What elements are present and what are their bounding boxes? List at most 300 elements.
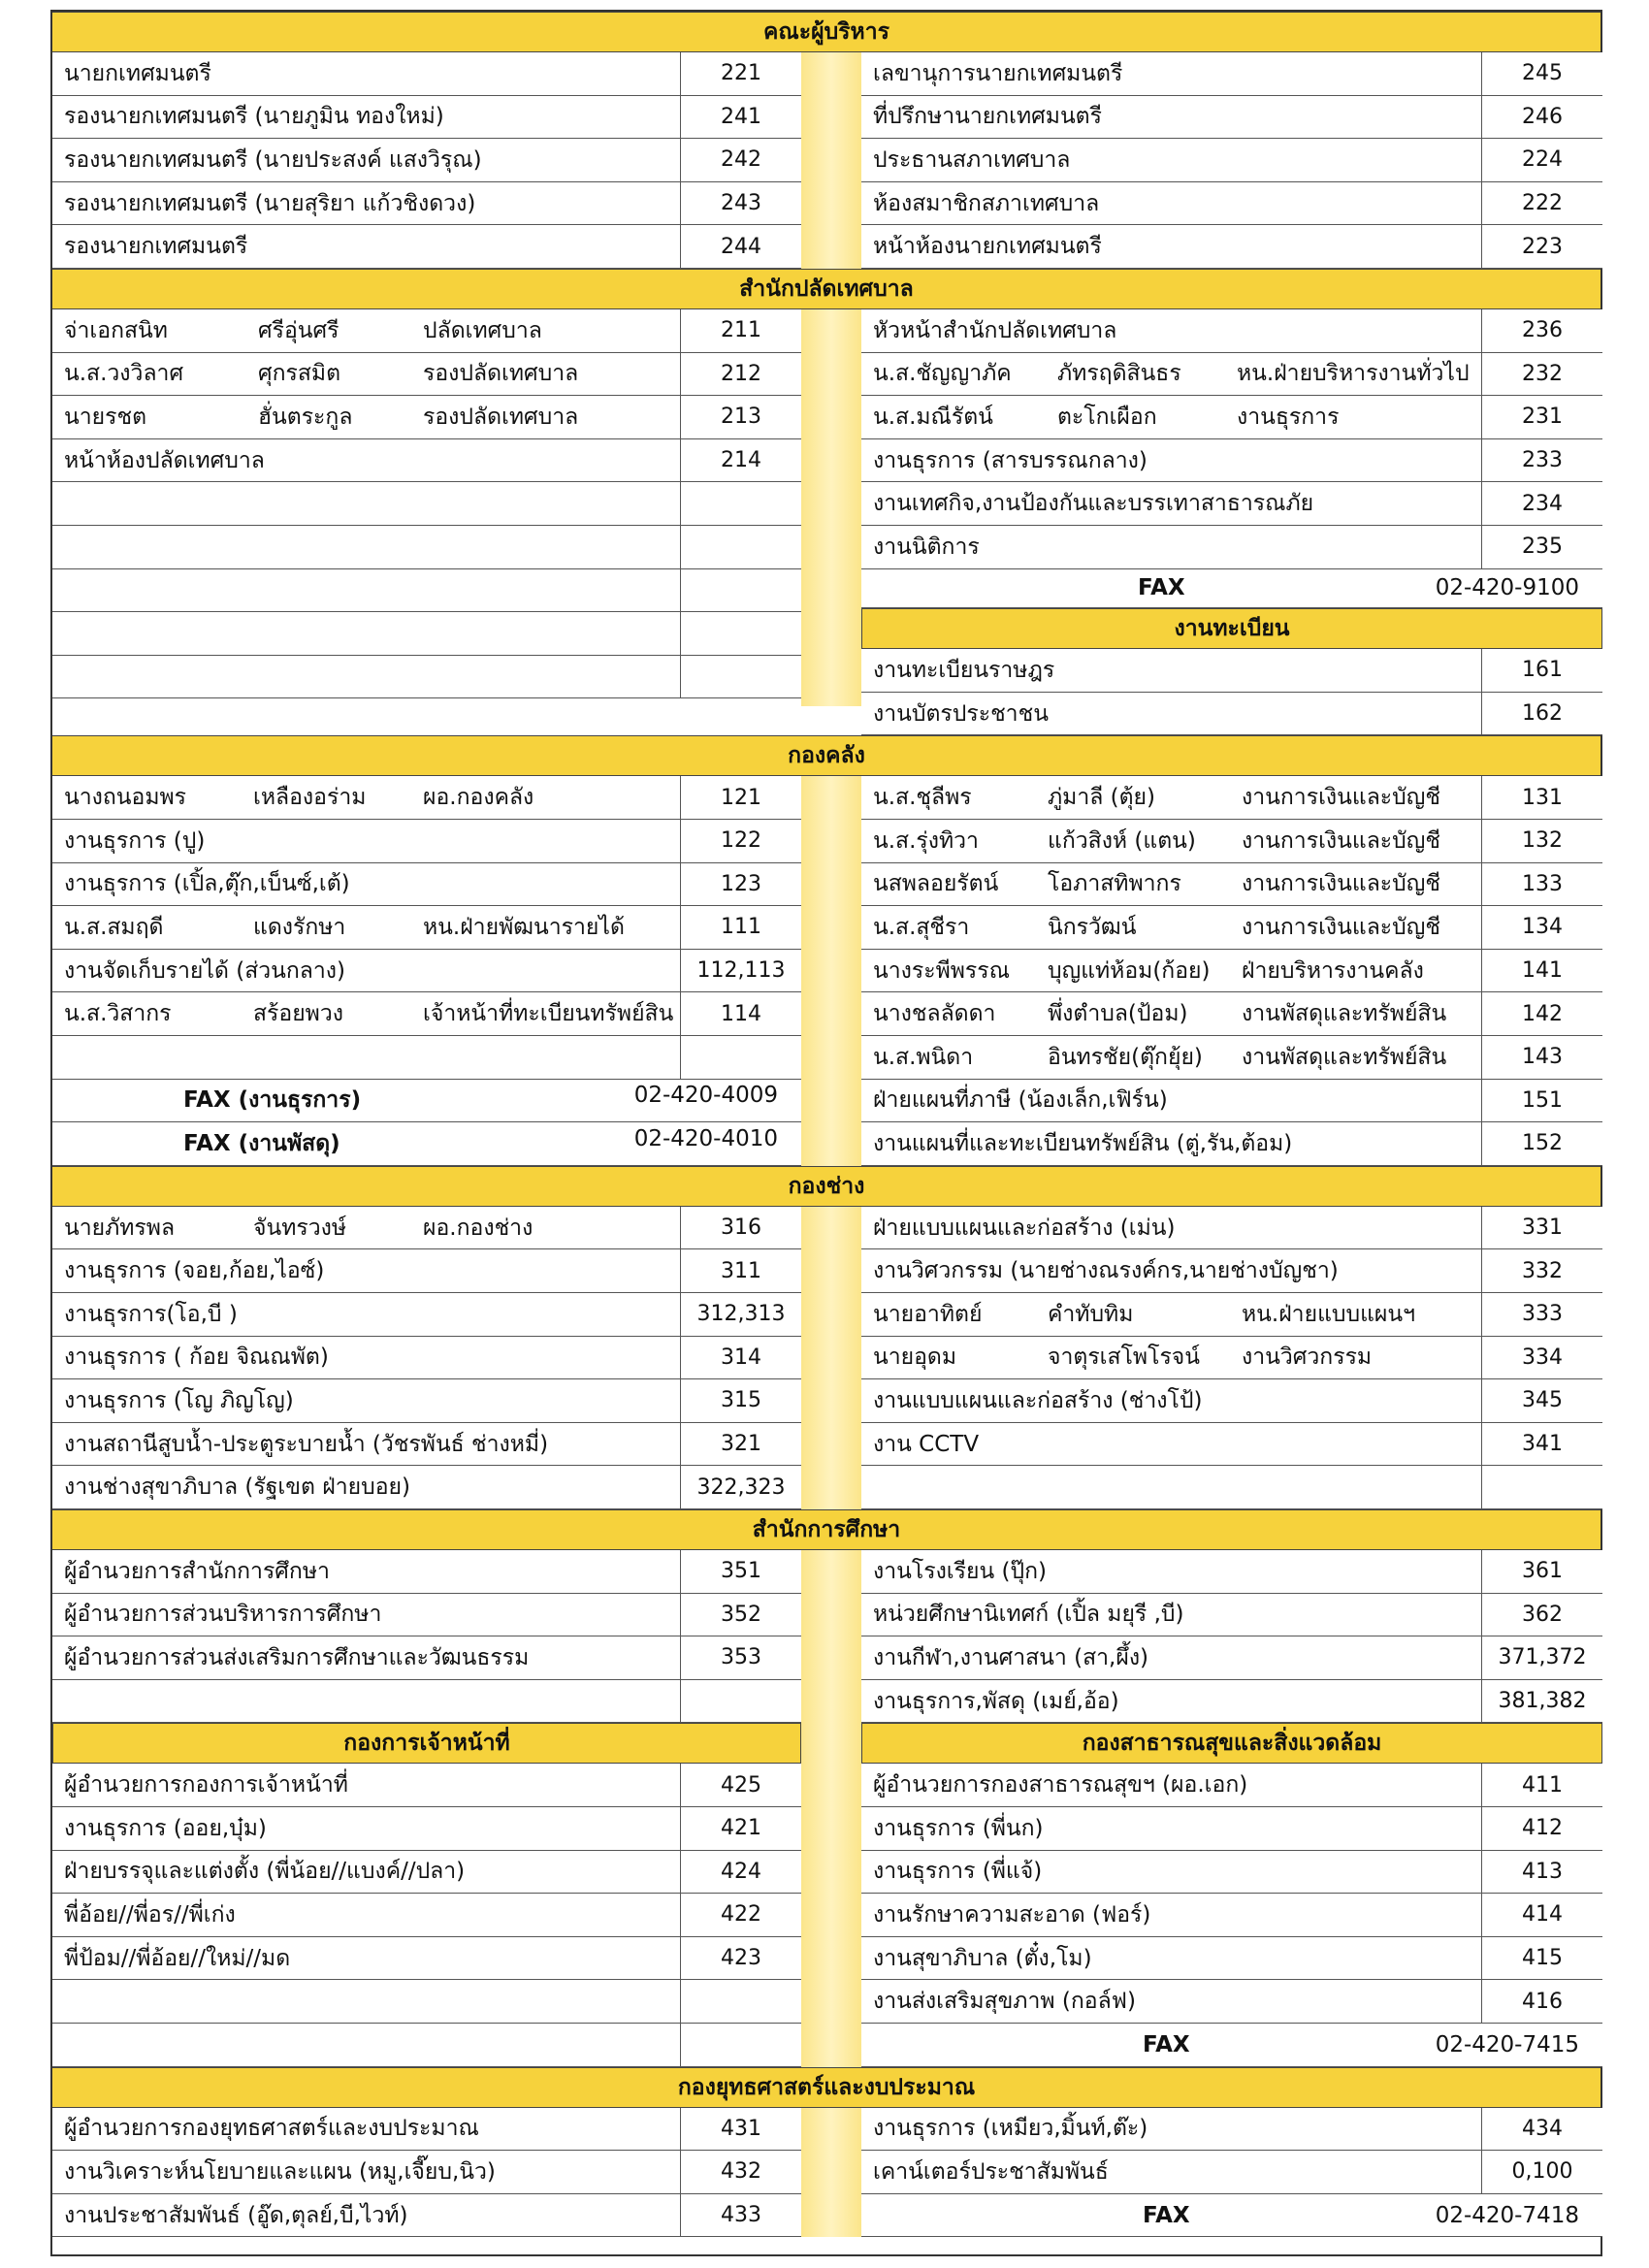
entry-name: [861, 486, 1481, 521]
directory-row: [861, 139, 1602, 182]
entry-name: [861, 2155, 1481, 2189]
entry-name: [52, 1767, 680, 1802]
entry-label: งานธุรการ (พี่แจ้): [873, 1859, 1043, 1885]
section-header-executives: คณะผู้บริหาร: [52, 12, 1600, 52]
position: ผอ.กองคลัง: [423, 785, 534, 811]
fax-label: FAX (งานพัสดุ): [183, 1130, 340, 1156]
directory-row: [52, 439, 801, 483]
extension-number: 413: [1481, 1851, 1602, 1894]
entry-name: [861, 1854, 1481, 1889]
entry-label: หน่วยศึกษานิเทศก์ (เปิ้ล มยุรี ,บี): [873, 1602, 1184, 1628]
extension-number: 432: [680, 2151, 801, 2193]
entry-name: [861, 1040, 1481, 1075]
extension-number: 332: [1481, 1249, 1602, 1292]
entry-label: ผู้อำนวยการส่วนส่งเสริมการศึกษาและวัฒนธรรม: [64, 1644, 530, 1670]
directory-row: [861, 1293, 1602, 1337]
entry-label: เคาน์เตอร์ประชาสัมพันธ์: [873, 2158, 1109, 2185]
surname: สร้อยพวง: [253, 1001, 343, 1027]
entry-name: [52, 1383, 680, 1418]
position: หน.ฝ่ายแบบแผนฯ: [1242, 1301, 1416, 1327]
person-name: นายภัทรพล: [64, 1215, 176, 1241]
surname: เหลืองอร่าม: [253, 785, 367, 811]
entry-name: [861, 1767, 1481, 1802]
extension-number: [680, 1680, 801, 1723]
surname: คำทับทิม: [1048, 1301, 1134, 1327]
surname: อินทรชัย(ตุ๊กยุ้ย): [1048, 1044, 1203, 1070]
person-name: หน้าห้องปลัดเทศบาล: [64, 447, 265, 473]
surname: [1048, 1211, 1242, 1246]
fax-number: 02-420-7415: [1435, 2031, 1579, 2057]
extension-number: 421: [680, 1807, 801, 1850]
extension-number: 143: [1481, 1036, 1602, 1079]
extension-number: 121: [680, 776, 801, 819]
extension-number: 211: [680, 309, 801, 352]
surname: [253, 1470, 423, 1505]
directory-row: [861, 1036, 1602, 1080]
position: งานพัสดุและทรัพย์สิน: [1242, 1044, 1447, 1070]
extension-number: [680, 569, 801, 612]
directory-row: [861, 396, 1602, 439]
person-name: น.ส.สุชีรา: [873, 914, 970, 940]
entry-name: [861, 530, 1481, 565]
entry-name: [861, 1383, 1481, 1418]
extension-number: 353: [680, 1636, 801, 1679]
entry-label: ผู้อำนวยการกองยุทธศาสตร์และงบประมาณ: [64, 2116, 479, 2142]
column-gap: [801, 1207, 861, 1509]
directory-row: [52, 52, 801, 96]
person-name: น.ส.สมฤดี: [64, 914, 164, 940]
extension-number: 362: [1481, 1594, 1602, 1636]
fax-row: [861, 2024, 1602, 2067]
entry-name: [52, 1640, 680, 1675]
extension-number: 414: [1481, 1894, 1602, 1936]
extension-number: 214: [680, 439, 801, 482]
person-name: งานธุรการ (สารบรรณกลาง): [873, 447, 1148, 473]
directory-row: [52, 225, 801, 269]
fax-number: 02-420-4010: [633, 1125, 778, 1151]
entry-name: [861, 1684, 1481, 1719]
entry-name: [861, 1941, 1481, 1976]
surname: [1048, 1427, 1242, 1462]
extension-number: 122: [680, 820, 801, 862]
section-header-education: สำนักการศึกษา: [52, 1509, 1600, 1550]
extension-number: 425: [680, 1764, 801, 1806]
position: ผอ.กองช่าง: [423, 1215, 534, 1241]
extension-number: 223: [1481, 225, 1602, 268]
position: ปลัดเทศบาล: [423, 317, 542, 343]
person-name: นางชลลัดดา: [873, 1001, 996, 1027]
extension-number: 423: [680, 1937, 801, 1980]
entry-label: งานสุขาภิบาล (ตั๋ง,โม): [873, 1945, 1092, 1971]
directory-row: [861, 1379, 1602, 1423]
directory-row: [52, 2024, 801, 2067]
directory-row: [52, 1379, 801, 1423]
extension-number: [680, 1036, 801, 1079]
entry-name: [861, 653, 1481, 688]
fax-label: FAX: [1143, 2202, 1190, 2228]
entry-name: [861, 1340, 1481, 1375]
surname: ภู่มาลี (ตุ้ย): [1048, 785, 1156, 811]
entry-name: [52, 1811, 680, 1846]
fax-label: FAX: [1138, 575, 1185, 601]
fax-row: [52, 1122, 801, 1166]
position: รองปลัดเทศบาล: [423, 361, 579, 387]
directory-row: [861, 1894, 1602, 1937]
extension-number: 242: [680, 139, 801, 181]
entry-label: นายกเทศมนตรี: [64, 60, 211, 86]
directory-row: [52, 2108, 801, 2152]
extension-number: 314: [680, 1337, 801, 1379]
entry-name: [52, 400, 680, 435]
entry-label: งานบัตรประชาชน: [873, 700, 1049, 727]
directory-row: [52, 950, 801, 993]
extension-number: 111: [680, 906, 801, 949]
extension-number: 222: [1481, 182, 1602, 225]
fax-line: [52, 1126, 801, 1161]
entry-name: [52, 2198, 680, 2233]
directory-row: [861, 1550, 1602, 1594]
surname: [253, 1383, 423, 1418]
directory-row: [52, 1036, 801, 1080]
entry-name: [861, 1640, 1481, 1675]
surname: [1048, 1253, 1242, 1288]
directory-row: [52, 182, 801, 226]
entry-name: [861, 1897, 1481, 1932]
person-name: งานธุรการ (จอย,ก้อย,ไอซ์): [64, 1258, 325, 1284]
extension-number: [680, 526, 801, 568]
extension-number: 351: [680, 1550, 801, 1593]
entry-name: [861, 1211, 1481, 1246]
section-header-strategy: กองยุทธศาสตร์และงบประมาณ: [52, 2067, 1600, 2108]
surname: แดงรักษา: [253, 914, 346, 940]
directory-row: [52, 2151, 801, 2194]
surname: [1048, 1126, 1242, 1161]
directory-row: [52, 776, 801, 820]
entry-name: [52, 910, 680, 945]
extension-number: 352: [680, 1594, 801, 1636]
surname: ตะโกเผือก: [1057, 404, 1157, 430]
directory-row: [861, 1764, 1602, 1807]
position: เจ้าหน้าที่ทะเบียนทรัพย์สิน: [423, 1001, 674, 1027]
person-name: นสพลอยรัตน์: [873, 871, 999, 897]
entry-name: [52, 1597, 680, 1632]
directory-row: [52, 906, 801, 950]
surname: ภัทรฤดิสินธร: [1057, 361, 1181, 387]
position: งานธุรการ: [1237, 404, 1340, 430]
person-name: นายรชต: [64, 404, 147, 430]
entry-label: งานธุรการ (พี่นก): [873, 1815, 1044, 1841]
extension-number: 232: [1481, 353, 1602, 396]
phone-directory: [50, 10, 1602, 2256]
person-name: หัวหน้าสำนักปลัดเทศบาล: [873, 317, 1117, 343]
directory-row: [52, 482, 801, 526]
surname: ฮั่นตระกูล: [258, 404, 353, 430]
directory-row: [861, 225, 1602, 269]
extension-number: 415: [1481, 1937, 1602, 1980]
entry-label: ผู้อำนวยการกองสาธารณสุขฯ (ผอ.เอก): [873, 1772, 1248, 1798]
directory-row: [52, 863, 801, 907]
entry-label: งานโรงเรียน (ปุ๊ก): [873, 1558, 1048, 1584]
entry-label: รองนายกเทศมนตรี: [64, 234, 248, 260]
entry-label: เลขานุการนายกเทศมนตรี: [873, 60, 1123, 86]
directory-row: [861, 1423, 1602, 1467]
directory-row: [861, 1636, 1602, 1680]
directory-row: [52, 1851, 801, 1895]
extension-number: 0,100: [1481, 2151, 1602, 2193]
extension-number: 234: [1481, 482, 1602, 525]
surname: [1048, 1083, 1242, 1118]
extension-number: 134: [1481, 906, 1602, 949]
surname: ศุกรสมิต: [258, 361, 341, 387]
person-name: นางระพีพรรณ: [873, 957, 1010, 984]
fax-line: [52, 1083, 801, 1118]
entry-name: [861, 697, 1481, 731]
section-header-public-health: กองสาธารณสุขและสิ่งแวดล้อม: [861, 1723, 1602, 1764]
position: งานวิศวกรรม: [1242, 1345, 1373, 1371]
fax-line: [861, 2203, 1602, 2228]
extension-number: [680, 656, 801, 698]
extension-number: 152: [1481, 1122, 1602, 1165]
directory-row: [861, 182, 1602, 226]
directory-row: [861, 309, 1602, 353]
extension-number: 411: [1481, 1764, 1602, 1806]
extension-number: 244: [680, 225, 801, 268]
entry-name: [52, 1297, 680, 1332]
column-gap: [801, 2108, 861, 2238]
person-name: น.ส.มณีรัตน์: [873, 404, 993, 430]
position: รองปลัดเทศบาล: [423, 404, 579, 430]
section-header-finance: กองคลัง: [52, 735, 1600, 776]
directory-row: [52, 139, 801, 182]
directory-row: [861, 863, 1602, 907]
extension-number: 381,382: [1481, 1680, 1602, 1723]
fax-line: [861, 575, 1602, 600]
directory-row: [52, 96, 801, 140]
entry-name: [52, 866, 680, 901]
extension-number: 361: [1481, 1550, 1602, 1593]
entry-name: [52, 2111, 680, 2146]
surname: ศรีอุ่นศรี: [258, 317, 340, 343]
extension-number: 221: [680, 52, 801, 95]
surname: [253, 1340, 423, 1375]
extension-number: 151: [1481, 1080, 1602, 1122]
directory-row: [861, 1337, 1602, 1380]
person-name: งานเทศกิจ,งานป้องกันและบรรเทาสาธารณภัย: [873, 491, 1314, 517]
entry-name: [861, 2111, 1481, 2146]
entry-name: [52, 99, 680, 134]
person-name: นางถนอมพร: [64, 785, 187, 811]
surname: [253, 954, 423, 988]
entry-name: [52, 2155, 680, 2189]
entry-name: [861, 1253, 1481, 1288]
person-name: นายอาทิตย์: [873, 1301, 983, 1327]
entry-name: [861, 313, 1481, 348]
extension-number: 331: [1481, 1207, 1602, 1249]
extension-number: 235: [1481, 526, 1602, 568]
entry-name: [52, 229, 680, 264]
extension-number: 311: [680, 1249, 801, 1292]
directory-row: [861, 1122, 1602, 1166]
directory-row: [861, 2151, 1602, 2194]
directory-row: [861, 820, 1602, 863]
extension-number: 416: [1481, 1980, 1602, 2023]
directory-row: [52, 1466, 801, 1509]
fax-number: 02-420-4009: [633, 1083, 778, 1109]
entry-name: [52, 1340, 680, 1375]
directory-row: [52, 1337, 801, 1380]
entry-label: ที่ปรึกษานายกเทศมนตรี: [873, 104, 1102, 130]
directory-row: [52, 992, 801, 1036]
surname: แก้วสิงห์ (แตน): [1048, 827, 1196, 854]
entry-name: [861, 1126, 1481, 1161]
entry-name: [861, 186, 1481, 221]
directory-row: [52, 1937, 801, 1981]
person-name: น.ส.ชุลีพร: [873, 785, 972, 811]
extension-number: 132: [1481, 820, 1602, 862]
extension-number: 123: [680, 863, 801, 906]
surname: จาตุรเสโพโรจน์: [1048, 1345, 1201, 1371]
person-name: งานสถานีสูบน้ำ-ประตูระบายน้ำ (วัชรพันธ์ ช่างหมี่): [64, 1431, 549, 1457]
position: งานการเงินและบัญชี: [1242, 871, 1440, 897]
extension-number: 345: [1481, 1379, 1602, 1422]
person-name: งานแผนที่และทะเบียนทรัพย์สิน (ตู่,รัน,ต้อม): [873, 1130, 1293, 1156]
entry-name: [861, 910, 1481, 945]
directory-row: [861, 992, 1602, 1036]
directory-row: [861, 1466, 1602, 1509]
extension-number: 224: [1481, 139, 1602, 181]
entry-name: [861, 56, 1481, 91]
directory-row: [861, 776, 1602, 820]
entry-label: งานรักษาความสะอาด (ฟอร์): [873, 1901, 1151, 1928]
person-name: น.ส.พนิดา: [873, 1044, 974, 1070]
directory-row: [861, 52, 1602, 96]
entry-label: ห้องสมาชิกสภาเทศบาล: [873, 190, 1100, 216]
column-gap: [801, 776, 861, 1165]
surname: [253, 1427, 423, 1462]
entry-name: [52, 1211, 680, 1246]
entry-label: ผู้อำนวยการกองการเจ้าหน้าที่: [64, 1772, 348, 1798]
person-name: น.ส.วงวิลาศ: [64, 361, 184, 387]
directory-row: [861, 2108, 1602, 2152]
extension-number: 213: [680, 396, 801, 438]
extension-number: [1481, 1466, 1602, 1508]
extension-number: 341: [1481, 1423, 1602, 1466]
person-name: งานธุรการ (ปู): [64, 827, 206, 854]
column-gap: [801, 1550, 861, 1723]
extension-number: 231: [1481, 396, 1602, 438]
extension-number: 371,372: [1481, 1636, 1602, 1679]
surname: [253, 1253, 423, 1288]
extension-number: 312,313: [680, 1293, 801, 1336]
surname: [253, 866, 423, 901]
extension-number: 131: [1481, 776, 1602, 819]
section-header-engineering: กองช่าง: [52, 1166, 1600, 1207]
person-name: งานนิติการ: [873, 534, 980, 560]
entry-label: ประธานสภาเทศบาล: [873, 146, 1071, 173]
extension-number: 424: [680, 1851, 801, 1894]
directory-row: [861, 1807, 1602, 1851]
directory-row: [52, 656, 801, 699]
surname: โอภาสทิพากร: [1048, 871, 1181, 897]
entry-name: [861, 1427, 1481, 1462]
entry-label: งานธุรการ,พัสดุ (เมย์,อ้อ): [873, 1688, 1119, 1714]
entry-label: งานทะเบียนราษฎร: [873, 657, 1055, 683]
extension-number: 433: [680, 2194, 801, 2237]
directory-row: [52, 1207, 801, 1250]
surname: นิกรวัฒน์: [1048, 914, 1137, 940]
entry-name: [861, 1984, 1481, 2019]
extension-number: 322,323: [680, 1466, 801, 1508]
directory-row: [861, 1080, 1602, 1123]
entry-name: [52, 780, 680, 815]
surname: [258, 443, 423, 478]
directory-row: [52, 396, 801, 439]
extension-number: 243: [680, 182, 801, 225]
fax-row: [861, 2194, 1602, 2238]
entry-name: [52, 954, 680, 988]
person-name: งานจัดเก็บรายได้ (ส่วนกลาง): [64, 957, 346, 984]
entry-name: [861, 866, 1481, 901]
person-name: ฝ่ายแบบแผนและก่อสร้าง (เม่น): [873, 1215, 1176, 1241]
entry-name: [861, 780, 1481, 815]
entry-name: [52, 1427, 680, 1462]
column-gap: [801, 309, 861, 706]
extension-number: 316: [680, 1207, 801, 1249]
surname: [253, 824, 423, 859]
entry-label: งานธุรการ (เหมียว,มิ้นท์,ต๊ะ): [873, 2116, 1148, 2142]
entry-name: [861, 1811, 1481, 1846]
entry-label: หน้าห้องนายกเทศมนตรี: [873, 234, 1102, 260]
extension-number: 422: [680, 1894, 801, 1936]
extension-number: 233: [1481, 439, 1602, 482]
entry-name: [52, 1554, 680, 1589]
directory-row: [861, 1594, 1602, 1637]
extension-number: [680, 612, 801, 655]
position: หน.ฝ่ายพัฒนารายได้: [423, 914, 625, 940]
surname: พึ่งตำบล(ป้อม): [1048, 1001, 1188, 1027]
person-name: งานธุรการ ( ก้อย จิณณพัต): [64, 1345, 329, 1371]
section-header-personnel: กองการเจ้าหน้าที่: [52, 1723, 801, 1764]
entry-label: งานประชาสัมพันธ์ (อู๊ด,ตุลย์,บี,ไวท์): [64, 2202, 408, 2228]
position: หน.ฝ่ายบริหารงานทั่วไป: [1237, 361, 1470, 387]
extension-number: 114: [680, 992, 801, 1035]
fax-label: FAX (งานธุรการ): [183, 1087, 362, 1114]
entry-name: [861, 229, 1481, 264]
position: งานการเงินและบัญชี: [1242, 785, 1440, 811]
directory-row: [861, 1207, 1602, 1250]
entry-name: [52, 1897, 680, 1932]
position: ฝ่ายบริหารงานคลัง: [1242, 957, 1424, 984]
directory-row: [861, 96, 1602, 140]
person-name: ฝ่ายแผนที่ภาษี (น้องเล็ก,เฟิร์น): [873, 1087, 1168, 1114]
directory-row: [52, 526, 801, 569]
person-name: งานธุรการ(โอ,บี ): [64, 1301, 238, 1327]
directory-row: [52, 353, 801, 397]
entry-name: [861, 1554, 1481, 1589]
person-name: งานธุรการ (เปิ้ล,ตุ๊ก,เบ็นซ์,เต้): [64, 871, 350, 897]
directory-row: [861, 1249, 1602, 1293]
entry-label: รองนายกเทศมนตรี (นายสุริยา แก้วชิงดวง): [64, 190, 476, 216]
directory-row: [52, 569, 801, 613]
person-name: นายอุดม: [873, 1345, 957, 1371]
extension-number: 333: [1481, 1293, 1602, 1336]
entry-name: [861, 443, 1481, 478]
fax-row: [52, 1080, 801, 1123]
fax-row: [861, 569, 1602, 609]
entry-name: [52, 996, 680, 1031]
extension-number: 162: [1481, 693, 1602, 735]
extension-number: 431: [680, 2108, 801, 2151]
